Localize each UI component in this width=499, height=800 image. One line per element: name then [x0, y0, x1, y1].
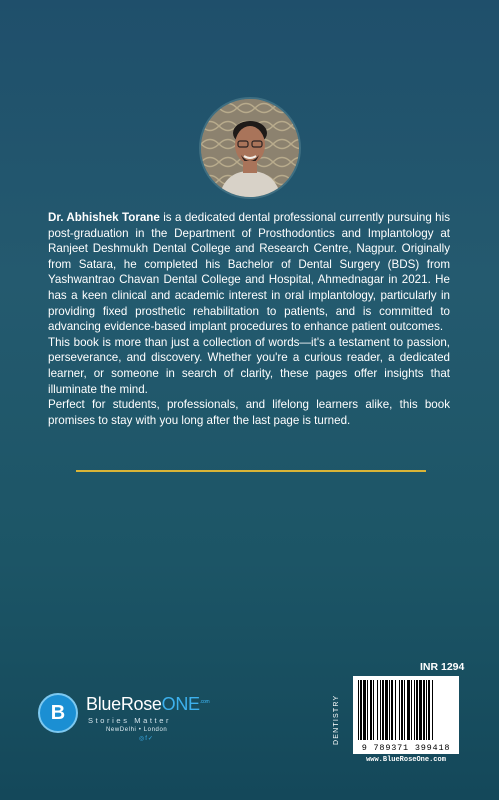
author-bio — [48, 210, 450, 428]
social-icons — [139, 735, 154, 742]
publisher-website: www.BlueRoseOne.com — [366, 756, 446, 764]
publisher-brand — [86, 694, 209, 715]
author-name: Dr. Abhishek Torane — [48, 211, 160, 224]
author-photo — [199, 97, 301, 199]
facebook-icon: f — [145, 736, 148, 742]
isbn-number: 9 789371 399418 — [361, 743, 451, 753]
bio-paragraph-1 — [48, 210, 450, 335]
bio-paragraph-2: This book is more than just a collection of words—it's a testament to passion, perseverance, and discovery. Whether you're a curious reader, a dedicated learner, or someone in search of clarity, these pages offer insights that illuminate the mind. — [48, 335, 450, 396]
gold-divider — [76, 470, 426, 472]
bio-paragraph-3: Perfect for students, professionals, and lifelong learners alike, this book promises to stay with you long after the last page is turned. — [48, 398, 450, 427]
twitter-icon: ✓ — [147, 736, 154, 742]
category-label: DENTISTRY — [333, 694, 340, 745]
bio-paragraph-1-text: is a dedicated dental professional currently pursuing his post-graduation in the Department of Prosthodontics and Implantology at Ranjeet Deshmukh Dental College and Research Centre, Nagpur. Originally from Satara, he completed his Bachelor of Dental Surgery (BDS) from Yashwantrao Chavan Dental College and Hospital, Ahmednagar in 2021. He has a keen clinical and academic interest in oral implantology, particularly in providing fixed prosthetic rehabilitation to patients, and is committed to advancing evidence-based implant procedures to enhance patient outcomes. — [48, 211, 451, 334]
brand-main: BlueRose — [86, 694, 162, 714]
instagram-icon: ◎ — [139, 736, 146, 742]
brand-suffix: .com — [199, 699, 210, 705]
isbn-barcode — [353, 676, 459, 754]
publisher-logo-icon: B — [38, 693, 78, 733]
publisher-cities: NewDelhi • London — [106, 727, 168, 733]
publisher-logo — [38, 690, 258, 770]
barcode-bars — [353, 676, 459, 742]
brand-accent: ONE — [161, 694, 200, 714]
publisher-tagline: Stories Matter — [88, 716, 172, 725]
price-label: INR 1294 — [420, 661, 465, 673]
